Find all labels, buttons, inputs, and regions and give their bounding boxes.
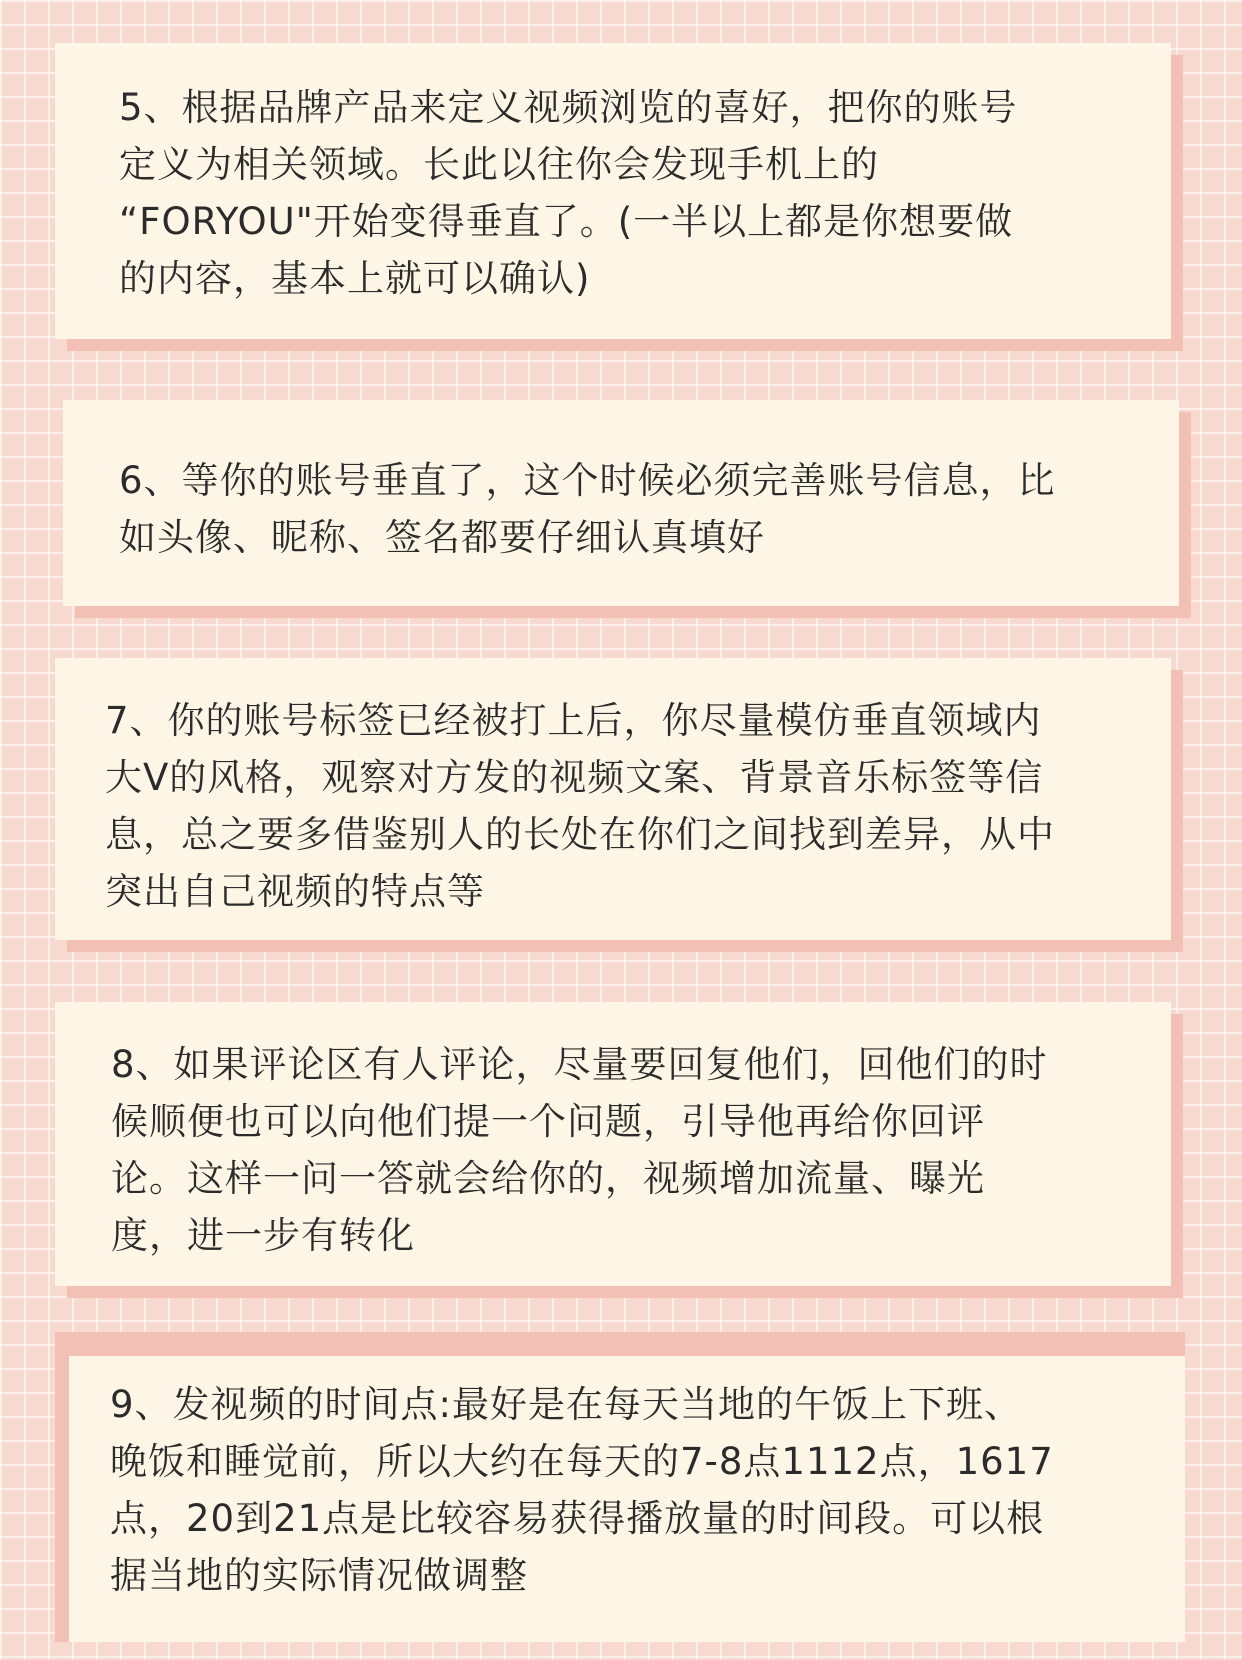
- tip-text-9: 9、发视频的时间点:最好是在每天当地的午饭上下班、 晚饭和睡觉前，所以大约在每天的7-8点1112点，1617 点，20到21点是比较容易获得播放量的时间段。可以根 据当地的实际情况做调整: [110, 1383, 1054, 1597]
- tip-card-6: [63, 400, 1179, 606]
- tip-text-6: 6、等你的账号垂直了，这个时候必须完善账号信息，比 如头像、昵称、签名都要仔细认真填好: [119, 459, 1056, 559]
- tip-card-8: [55, 1002, 1171, 1286]
- tip-card-9: [55, 1332, 1185, 1642]
- tip-card-7: [55, 658, 1171, 940]
- tip-text-8: 8、如果评论区有人评论，尽量要回复他们，回他们的时 候顺便也可以向他们提一个问题，引导他再给你回评 论。这样一问一答就会给你的，视频增加流量、曝光 度，进一步有转化: [111, 1043, 1048, 1257]
- tip-card-9-inner: [69, 1356, 1185, 1642]
- tip-card-5: [55, 43, 1171, 339]
- tip-text-7: 7、你的账号标签已经被打上后，你尽量模仿垂直领域内 大V的风格，观察对方发的视频文案、背景音乐标签等信 息，总之要多借鉴别人的长处在你们之间找到差异，从中 突出自己视频的特点等: [105, 699, 1055, 913]
- tip-text-5: 5、根据品牌产品来定义视频浏览的喜好，把你的账号 定义为相关领域。长此以往你会发现手机上的 “FORYOU"开始变得垂直了。(一半以上都是你想要做 的内容，基本上就可以确认): [119, 86, 1018, 300]
